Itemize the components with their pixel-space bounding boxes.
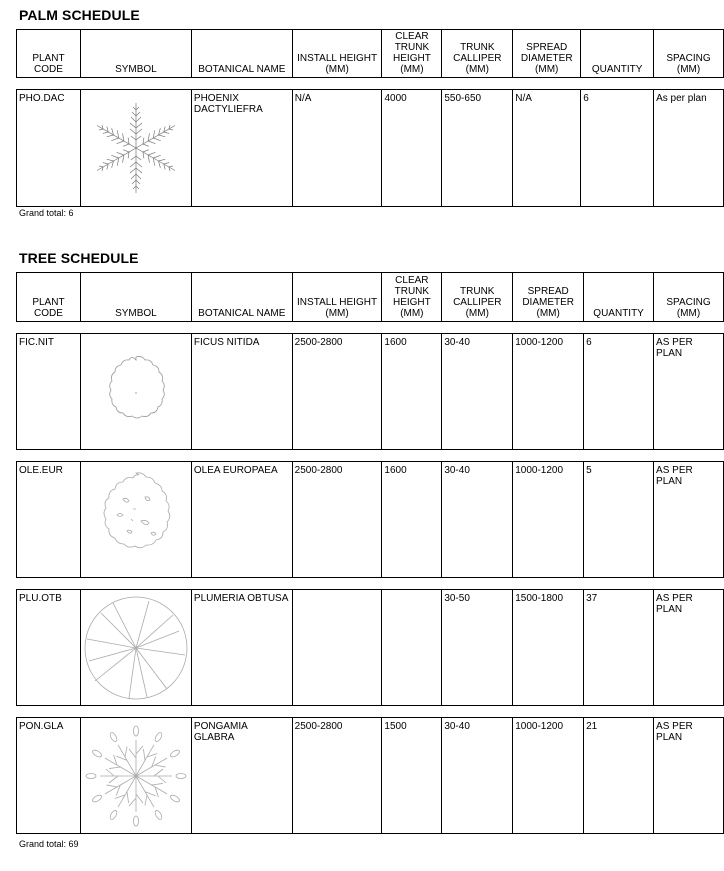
spread-diameter: N/A [513, 90, 581, 207]
trunk-calliper: 30-40 [442, 718, 513, 834]
col-symbol: SYMBOL [80, 30, 191, 78]
col-plant-code: PLANT CODE [17, 30, 81, 78]
col-clear-trunk-height: CLEAR TRUNK HEIGHT (MM) [382, 30, 442, 78]
col-spacing: SPACING (MM) [654, 273, 724, 322]
plant-code: PLU.OTB [17, 590, 81, 706]
table-row [17, 90, 724, 207]
quantity: 6 [584, 334, 654, 450]
tree-schedule-title: TREE SCHEDULE [19, 250, 139, 266]
palm-star-symbol [80, 90, 191, 207]
table-row [17, 334, 724, 450]
table-row [17, 718, 724, 834]
spacing: As per plan [654, 90, 724, 207]
install-height: N/A [292, 90, 382, 207]
tree-header-row [17, 273, 724, 322]
plant-code: PON.GLA [17, 718, 81, 834]
spread-diameter: 1500-1800 [513, 590, 584, 706]
col-clear-trunk-height: CLEAR TRUNK HEIGHT (MM) [382, 273, 442, 322]
row-spacer [17, 578, 724, 590]
plant-code: FIC.NIT [17, 334, 81, 450]
col-trunk-calliper: TRUNK CALLIPER (MM) [442, 30, 513, 78]
col-install-height: INSTALL HEIGHT (MM) [292, 273, 382, 322]
install-height: 2500-2800 [292, 462, 382, 578]
palm-grand-total: Grand total: 6 [19, 208, 74, 218]
tree-schedule-table [16, 272, 724, 834]
install-height: 2500-2800 [292, 718, 382, 834]
clear-trunk-height [382, 590, 442, 706]
botanical-name: FICUS NITIDA [191, 334, 292, 450]
col-quantity: QUANTITY [584, 273, 654, 322]
col-botanical-name: BOTANICAL NAME [191, 30, 292, 78]
ficus-canopy-symbol [80, 334, 191, 450]
col-spread-diameter: SPREAD DIAMETER (MM) [513, 273, 584, 322]
palm-schedule-title: PALM SCHEDULE [19, 7, 140, 23]
botanical-name: PONGAMIA GLABRA [191, 718, 292, 834]
spread-diameter: 1000-1200 [513, 718, 584, 834]
col-botanical-name: BOTANICAL NAME [191, 273, 292, 322]
col-install-height: INSTALL HEIGHT (MM) [292, 30, 382, 78]
quantity: 5 [584, 462, 654, 578]
spread-diameter: 1000-1200 [513, 334, 584, 450]
trunk-calliper: 550-650 [442, 90, 513, 207]
clear-trunk-height: 4000 [382, 90, 442, 207]
spacing: AS PER PLAN [654, 590, 724, 706]
palm-schedule-table [16, 29, 724, 207]
tree-grand-total: Grand total: 69 [19, 839, 79, 849]
botanical-name: PLUMERIA OBTUSA [191, 590, 292, 706]
spread-diameter: 1000-1200 [513, 462, 584, 578]
spacing: AS PER PLAN [654, 334, 724, 450]
trunk-calliper: 30-50 [442, 590, 513, 706]
plant-code: PHO.DAC [17, 90, 81, 207]
trunk-calliper: 30-40 [442, 334, 513, 450]
row-spacer [17, 322, 724, 334]
col-spread-diameter: SPREAD DIAMETER (MM) [513, 30, 581, 78]
col-spacing: SPACING (MM) [654, 30, 724, 78]
trunk-calliper: 30-40 [442, 462, 513, 578]
col-quantity: QUANTITY [581, 30, 654, 78]
col-trunk-calliper: TRUNK CALLIPER (MM) [442, 273, 513, 322]
quantity: 6 [581, 90, 654, 207]
row-spacer [17, 78, 724, 90]
clear-trunk-height: 1600 [382, 462, 442, 578]
install-height: 2500-2800 [292, 334, 382, 450]
pongamia-leaf-symbol [80, 718, 191, 834]
botanical-name: PHOENIX DACTYLIEFRA [191, 90, 292, 207]
botanical-name: OLEA EUROPAEA [191, 462, 292, 578]
quantity: 37 [584, 590, 654, 706]
table-row [17, 462, 724, 578]
spacing: AS PER PLAN [654, 462, 724, 578]
plant-code: OLE.EUR [17, 462, 81, 578]
clear-trunk-height: 1600 [382, 334, 442, 450]
olea-canopy-symbol [80, 462, 191, 578]
palm-header-row [17, 30, 724, 78]
install-height [292, 590, 382, 706]
table-row [17, 590, 724, 706]
col-plant-code: PLANT CODE [17, 273, 81, 322]
spacing: AS PER PLAN [654, 718, 724, 834]
row-spacer [17, 450, 724, 462]
clear-trunk-height: 1500 [382, 718, 442, 834]
quantity: 21 [584, 718, 654, 834]
plumeria-radial-symbol [80, 590, 191, 706]
col-symbol: SYMBOL [80, 273, 191, 322]
row-spacer [17, 706, 724, 718]
